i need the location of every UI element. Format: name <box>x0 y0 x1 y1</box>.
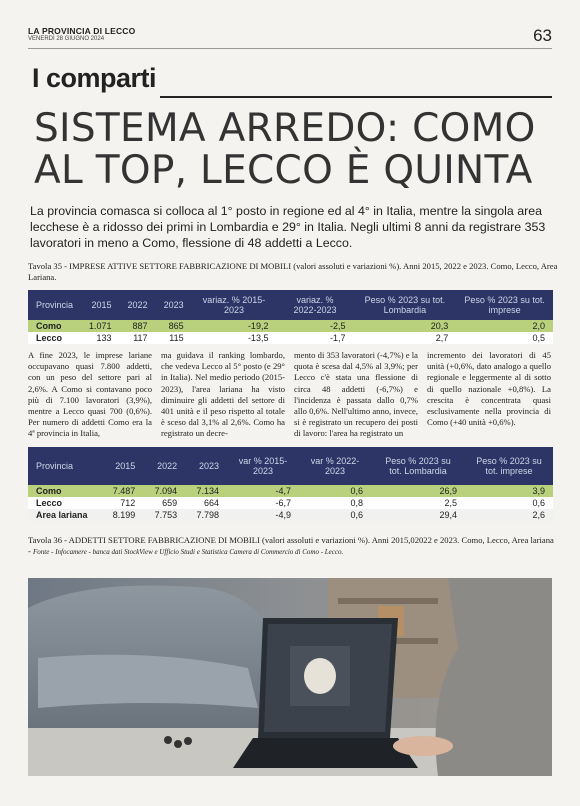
headline <box>34 108 554 192</box>
table-row <box>28 485 553 497</box>
section-title: I comparti <box>32 63 157 93</box>
col-header: Peso % 2023 su tot. imprese <box>464 295 545 315</box>
col-header: 2015 <box>115 461 136 471</box>
cell: -19,2 <box>247 321 269 331</box>
cell: -6,7 <box>275 498 291 508</box>
table-row <box>28 320 553 332</box>
cell: 659 <box>162 498 178 508</box>
cell: 0,5 <box>532 333 545 343</box>
table-row <box>28 332 553 344</box>
article-photo <box>28 578 552 776</box>
col-header: 2015 <box>91 300 112 310</box>
col-header: variaz. % 2022-2023 <box>293 295 337 315</box>
cell: 20,3 <box>430 321 449 331</box>
col-header: var % 2015-2023 <box>238 456 288 476</box>
cell: 7.487 <box>112 486 136 496</box>
cell: 0,6 <box>350 486 363 496</box>
cell: 2,7 <box>435 333 449 343</box>
cell: -13,5 <box>247 333 269 343</box>
col-header: Peso % 2023 su tot. Lombardia <box>385 456 451 476</box>
photo-illustration <box>28 578 552 776</box>
cell: 887 <box>132 321 148 331</box>
cell: 115 <box>169 333 184 343</box>
cell: Como <box>36 321 62 331</box>
cell: -1,7 <box>329 333 346 343</box>
cell: Lecco <box>36 498 63 508</box>
article-column-3: mento di 353 lavoratori (-4,7%) e la quota è scesa dal 4,5% al 3,9%; per Lecco c'è stata una flessione di circa 48 addetti (-6,7%) e l'incidenza è passata dallo 0,7% allo 0,6%. Nell'ultimo anno, invece, si è registrato un recupero dei posti di lavoro: l'area ha registrato un <box>294 350 418 439</box>
section-rule <box>160 96 552 98</box>
article-column-4: incremento dei lavoratori di 45 unità (+0,6%, dato analogo a quello regionale e leggermente al di sotto di quello nazionale +0,8%). La crescita è concentrata quasi esclusivamente nella provincia di Como (+40 unità +0,6%). <box>427 350 551 428</box>
headline-line-1: SISTEMA ARREDO: COMO <box>34 106 536 151</box>
cell: 0,8 <box>350 498 363 508</box>
header-rule <box>28 48 552 49</box>
table1-caption: Tavola 35 - IMPRESE ATTIVE SETTORE FABBRICAZIONE DI MOBILI (valori assoluti e variazioni %). Anni 2015, 2022 e 2023. Como, Lecco, Area Lariana. <box>28 261 558 282</box>
cell: 2,6 <box>532 510 545 520</box>
col-header: 2023 <box>198 461 219 471</box>
table-header-row <box>28 447 553 485</box>
lead-paragraph: La provincia comasca si colloca al 1° posto in regione ed al 4° in Italia, mentre la singola area lecchese è a ridosso dei primi in Lombardia e 29° in Italia. Negli ultimi 8 anni da registrare 353 lavoratori in meno a Como, flessione di 48 addetti a Lecco. <box>30 204 546 250</box>
cell: 26,9 <box>439 486 457 496</box>
cell: 0,6 <box>350 510 363 520</box>
dateline: VENERDÌ 28 GIUGNO 2024 <box>28 36 105 42</box>
table2-source: Fonte - Infocamere - banca dati StockView e Ufficio Studi e Statistica Camera di Commercio di Como - Lecco. <box>33 548 344 556</box>
cell: 29,4 <box>439 510 457 520</box>
cell: 0,6 <box>532 498 545 508</box>
col-header: Peso % 2023 su tot. Lombardia <box>364 295 446 315</box>
page-number: 63 <box>533 26 552 45</box>
col-header: variaz. % 2015-2023 <box>202 295 266 315</box>
cell: Como <box>36 486 62 496</box>
cell: Area lariana <box>36 510 88 520</box>
cell: -4,9 <box>275 510 291 520</box>
cell: 7.753 <box>154 510 178 520</box>
table2-caption-text: Tavola 36 - ADDETTI SETTORE FABBRICAZIONE DI MOBILI (valori assoluti e variazioni %). Anni 2015,02022 e 2023. Como, Lecco, Area lariana - <box>28 535 554 556</box>
masthead: LA PROVINCIA DI LECCO <box>28 26 136 36</box>
col-header: 2022 <box>127 300 148 310</box>
col-header: Peso % 2023 su tot. imprese <box>476 456 542 476</box>
col-header: 2023 <box>163 300 184 310</box>
cell: -2,5 <box>329 321 346 331</box>
table-imprese <box>28 290 553 344</box>
col-header: 2022 <box>157 461 178 471</box>
cell: 1.071 <box>89 321 112 331</box>
cell: 664 <box>203 498 219 508</box>
cell: 2,0 <box>532 321 545 331</box>
cell: 8.199 <box>112 510 136 520</box>
table-row <box>28 509 553 521</box>
cell: 7.094 <box>154 486 178 496</box>
article-column-1: A fine 2023, le imprese lariane occupavano quasi 7.800 addetti, con un peso del settore pari al 2,6%. A Como si contavano poco più di 7.100 lavoratori (3,9%), mentre a Lecco quasi 700 (0,6%). Per numero di addetti Como era la 4ª provincia in Italia, <box>28 350 152 439</box>
col-header: Provincia <box>36 300 74 310</box>
table-header-row <box>28 290 553 320</box>
cell: 865 <box>168 321 184 331</box>
col-header: var % 2022-2023 <box>310 456 360 476</box>
headline-line-2: AL TOP, LECCO È QUINTA <box>34 148 533 193</box>
table2-caption <box>28 535 558 558</box>
table-addetti <box>28 447 553 521</box>
cell: 2,5 <box>444 498 457 508</box>
cell: 133 <box>96 333 112 343</box>
table-row <box>28 497 553 509</box>
cell: 3,9 <box>532 486 545 496</box>
cell: 117 <box>133 333 148 343</box>
cell: -4,7 <box>275 486 291 496</box>
cell: 7.134 <box>196 486 219 496</box>
cell: 712 <box>120 498 136 508</box>
cell: 7.798 <box>196 510 219 520</box>
cell: Lecco <box>36 333 63 343</box>
col-header: Provincia <box>36 461 74 471</box>
article-column-2: ma guidava il ranking lombardo, che vedeva Lecco al 5° posto (e 29° in Italia). Nel medio periodo (2015-2023), l'area lariana ha visto diminuire gli addetti del settore di 401 unità e il peso rispetto al totale è sceso dal 3,1% al 2,6%. Como ha registrato un decre- <box>161 350 285 439</box>
